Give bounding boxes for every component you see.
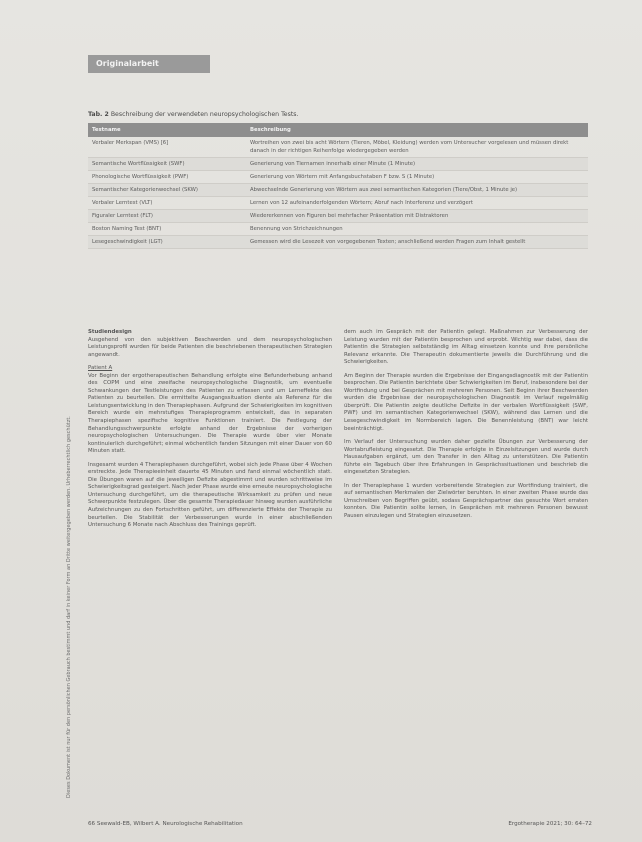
table-cell-name: Figuraler Lerntest (FLT) — [88, 210, 246, 223]
table-row — [88, 158, 588, 171]
table-row — [88, 184, 588, 197]
table-row — [88, 223, 588, 236]
table-row — [88, 171, 588, 184]
paragraph: Ausgehend von den subjektiven Beschwerden und dem neuropsychologischen Leistungsprofil wurden für beide Patienten die beschriebenen therapeutischen Strategien angewandt. — [88, 336, 332, 358]
paragraph: dem auch im Gespräch mit der Patientin gelegt. Maßnahmen zur Verbesserung der Leistung wurden mit der Patientin besprochen und erprobt. Wichtig war dabei, dass die Patientin die Strategien selbstständig im Alltag einsetzen konnte und ihre persönliche Relevanz erkannte. Die Therapeutin dokumentierte jeweils die Durchführung und die Schwierigkeiten. — [344, 329, 588, 366]
section-label: Originalarbeit — [88, 55, 210, 73]
table-cell-desc: Benennung von Strichzeichnungen — [246, 223, 588, 236]
paragraph: Vor Beginn der ergotherapeutischen Behandlung erfolgte eine Befunderhebung anhand des COPM und eine zweifache neuropsychologische Diagnostik, um eventuelle Schwankungen der Testleistungen des Patienten zu erfassen und um Lerneffekte des Patienten zu beurteilen. Die ermittelte Ausgangssituation diente als Referenz für die Leistungsentwicklung in den Therapiephasen. Aufgrund der Schwierigkeiten im kognitiven Bereich wurde ein mehrstufiges Therapieprogramm entwickelt, das in separaten Therapiephasen spezifische kognitive Funktionen trainiert. Die Festlegung der Behandlungsschwerpunkte erfolgte anhand der Ergebnisse der vorherigen neuropsychologischen Untersuchungen. Die Therapie wurde über vier Monate kontinuierlich durchgeführt; einmal wöchentlich fanden Sitzungen mit einer Dauer von 60 Minuten statt. — [88, 372, 332, 455]
left-column — [88, 329, 332, 536]
table-header-testname: Testname — [88, 123, 246, 137]
paragraph: Insgesamt wurden 4 Therapiephasen durchgeführt, wobei sich jede Phase über 4 Wochen erstreckte. Jede Therapieeinheit dauerte 45 Minuten und fand einmal wöchentlich statt. Die Übungen waren auf die jeweiligen Defizite abgestimmt und wurden schrittweise im Schwierigkeitsgrad gesteigert. Nach jeder Phase wurde eine erneute neuropsychologische Untersuchung durchgeführt, um die therapeutische Wirksamkeit zu prüfen und neue Schwerpunkte festzulegen. Über die gesamte Therapiedauer hinweg wurden ausführliche Aufzeichnungen zu den Fortschritten geführt, um differenzierte Effekte der Therapie zu beurteilen. Die Stabilität der Verbesserungen wurde in einer abschließenden Untersuchung 6 Monate nach Abschluss des Trainings geprüft. — [88, 461, 332, 529]
tests-table — [88, 123, 588, 249]
paragraph: Am Beginn der Therapie wurden die Ergebnisse der Eingangsdiagnostik mit der Patientin besprochen. Die Patientin berichtete über Schwierigkeiten im Beruf, insbesondere bei der Wortfindung und bei Gesprächen mit mehreren Personen. Seit Beginn ihrer Beschwerden wurden die Ergebnisse der neuropsychologischen Diagnostik im Verlauf regelmäßig überprüft. Die Patientin zeigte deutliche Defizite in der verbalen Wortflüssigkeit (SWF, PWF) und im semantischen Kategorienwechsel (SKW), während das Lernen und die Lesegeschwindigkeit im Normbereich lagen. Die Benennleistung (BNT) war leicht beeinträchtigt. — [344, 372, 588, 432]
paragraph: In der Therapiephase 1 wurden vorbereitende Strategien zur Wortfindung trainiert, die auf semantischen Merkmalen der Zielwörter beruhten. In einer zweiten Phase wurde das Umschreiben von Begriffen geübt, sodass Gesprächspartner das gesuchte Wort erraten konnten. Die Patientin sollte lernen, in Gesprächen mit mehreren Personen bewusst Pausen einzulegen und Strategien einzusetzen. — [344, 482, 588, 520]
table-caption-prefix: Tab. 2 — [88, 111, 109, 118]
margin-note: Dieses Dokument ist nur für den persönlichen Gebrauch bestimmt und darf in keiner Form an Dritte weitergegeben werden. Urheberrechtlich geschützt. — [66, 416, 72, 798]
table-cell-name: Boston Naming Test (BNT) — [88, 223, 246, 236]
table-cell-name: Phonologische Wortflüssigkeit (PWF) — [88, 171, 246, 184]
table-cell-name: Semantische Wortflüssigkeit (SWF) — [88, 158, 246, 171]
table-caption-text: Beschreibung der verwendeten neuropsychologischen Tests. — [110, 111, 299, 118]
table-cell-desc: Abwechselnde Generierung von Wörtern aus zwei semantischen Kategorien (Tiere/Obst, 1 Minute je) — [246, 184, 588, 197]
table-row — [88, 210, 588, 223]
page-footer — [88, 821, 592, 829]
footer-left: 66 Seewald-EB, Wilbert A. Neurologische Rehabilitation — [88, 821, 243, 827]
subsection-heading: Patient A — [88, 365, 113, 372]
footer-right: Ergotherapie 2021; 30: 64–72 — [508, 821, 592, 827]
paragraph: Im Verlauf der Untersuchung wurden daher gezielte Übungen zur Verbesserung der Wortabrufleistung eingesetzt. Die Therapie erfolgte in Einzelsitzungen und wurde durch Hausaufgaben ergänzt, um den Transfer in den Alltag zu unterstützen. Die Patientin führte ein Tagebuch über ihre Erfahrungen in Gesprächssituationen und beschrieb die eingesetzten Strategien. — [344, 439, 588, 476]
table-cell-desc: Gemessen wird die Lesezeit von vorgegebenen Texten; anschließend werden Fragen zum Inhalt gestellt — [246, 236, 588, 249]
table-cell-desc: Wiedererkennen von Figuren bei mehrfacher Präsentation mit Distraktoren — [246, 210, 588, 223]
table-row — [88, 137, 588, 158]
right-column — [344, 329, 588, 527]
table-header-row — [88, 123, 588, 137]
table-cell-desc: Wortreihen von zwei bis acht Wörtern (Tieren, Möbel, Kleidung) werden vom Untersucher vorgelesen und müssen direkt danach in der richtigen Reihenfolge wiedergegeben werden — [246, 137, 588, 158]
table-cell-desc: Generierung von Tiernamen innerhalb einer Minute (1 Minute) — [246, 158, 588, 171]
table-cell-desc: Generierung von Wörtern mit Anfangsbuchstaben F bzw. S (1 Minute) — [246, 171, 588, 184]
table-cell-desc: Lernen von 12 aufeinanderfolgenden Wörtern; Abruf nach Interferenz und verzögert — [246, 197, 588, 210]
table-row — [88, 197, 588, 210]
section-heading: Studiendesign — [88, 329, 132, 335]
table-row — [88, 236, 588, 249]
table-cell-name: Verbaler Merkspan (VMS) [6] — [88, 137, 246, 158]
table-caption — [88, 111, 558, 118]
table-cell-name: Verbaler Lerntest (VLT) — [88, 197, 246, 210]
table-header-description: Beschreibung — [246, 123, 588, 137]
table-cell-name: Lesegeschwindigkeit (LGT) — [88, 236, 246, 249]
table-cell-name: Semantischer Kategorienwechsel (SKW) — [88, 184, 246, 197]
